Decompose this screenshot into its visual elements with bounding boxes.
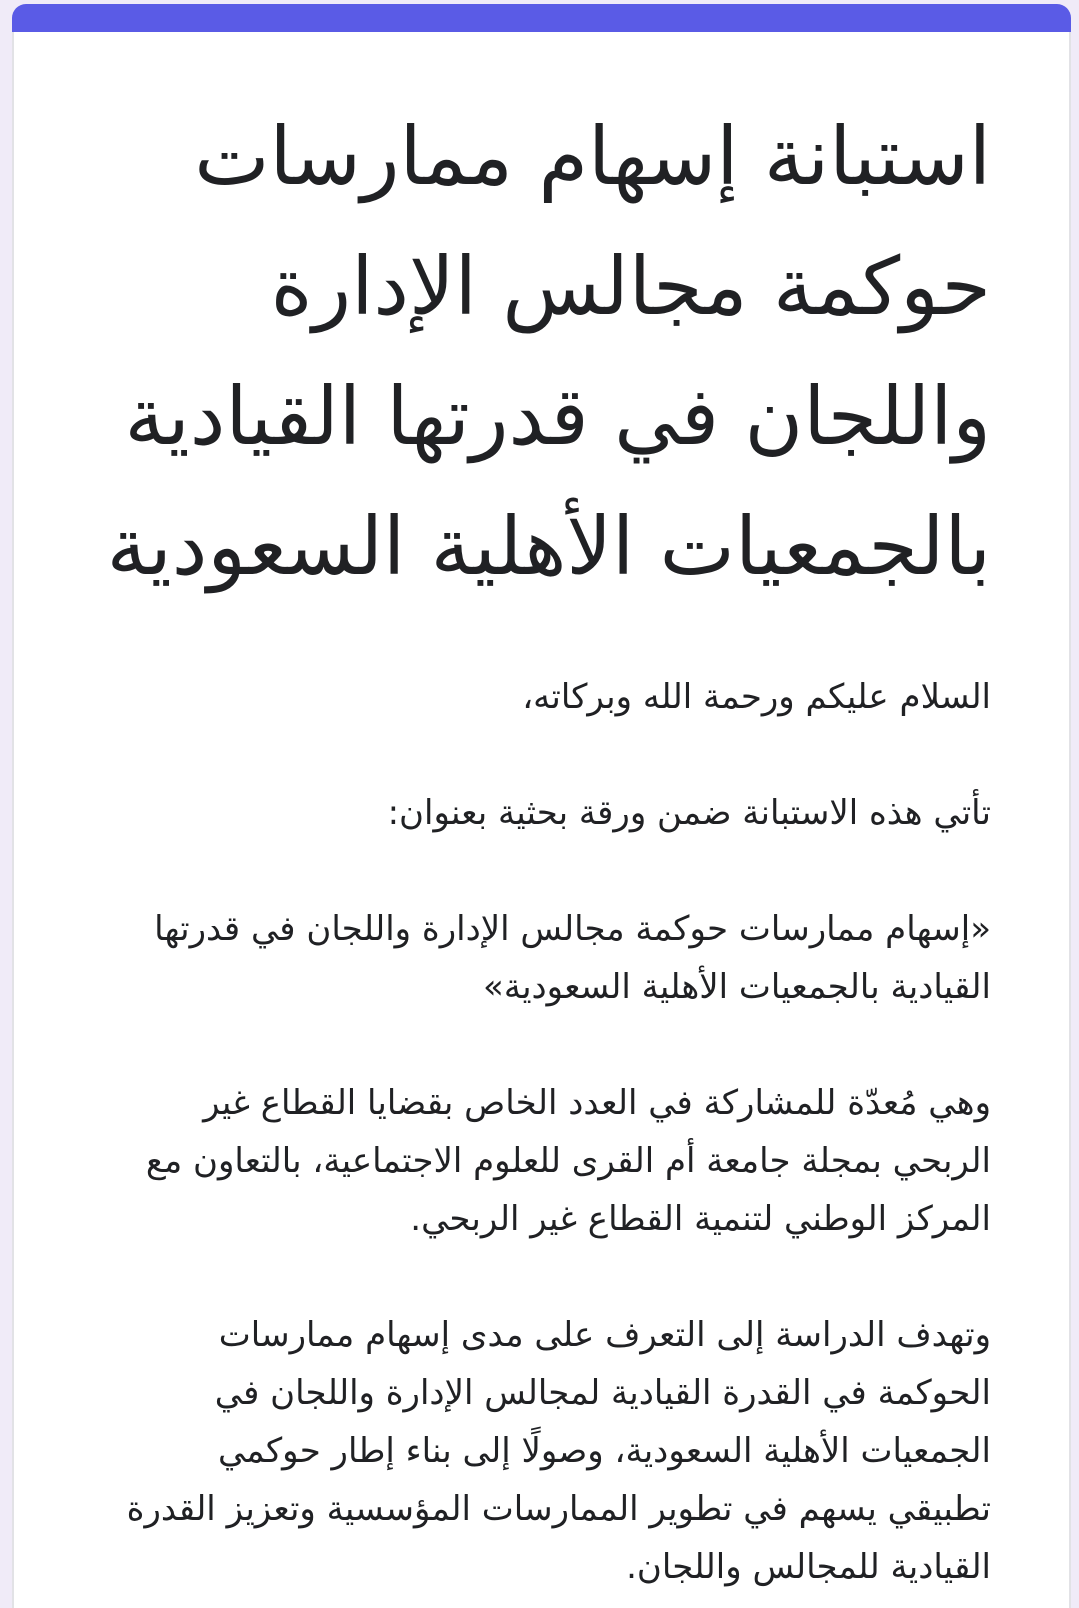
description-greeting: السلام عليكم ورحمة الله وبركاته،: [522, 677, 991, 717]
description-intro: تأتي هذه الاستبانة ضمن ورقة بحثية بعنوان:: [387, 793, 991, 833]
description-paper-title: «إسهام ممارسات حوكمة مجالس الإدارة واللجان في قدرتها القيادية بالجمعيات الأهلية السعودية»: [154, 909, 991, 1007]
form-title: استبانة إسهام ممارسات حوكمة مجالس الإدارة واللجان في قدرتها القيادية بالجمعيات الأهلية السعودية: [106, 110, 991, 593]
form-description: [104, 668, 991, 1596]
description-context: وهي مُعدّة للمشاركة في العدد الخاص بقضايا القطاع غير الربحي بمجلة جامعة أم القرى للعلوم الاجتماعية، بالتعاون مع المركز الوطني لتنمية القطاع غير الربحي.: [145, 1083, 991, 1239]
card-accent-bar: [12, 4, 1071, 32]
card-body: [12, 32, 1071, 1608]
description-aim: وتهدف الدراسة إلى التعرف على مدى إسهام ممارسات الحوكمة في القدرة القيادية لمجالس الإدارة واللجان في الجمعيات الأهلية السعودية، وصولًا إلى بناء إطار حوكمي تطبيقي يسهم في تطوير الممارسات المؤسسية وتعزيز القدرة القيادية للمجالس واللجان.: [126, 1315, 991, 1587]
form-header-card: [12, 4, 1071, 1608]
